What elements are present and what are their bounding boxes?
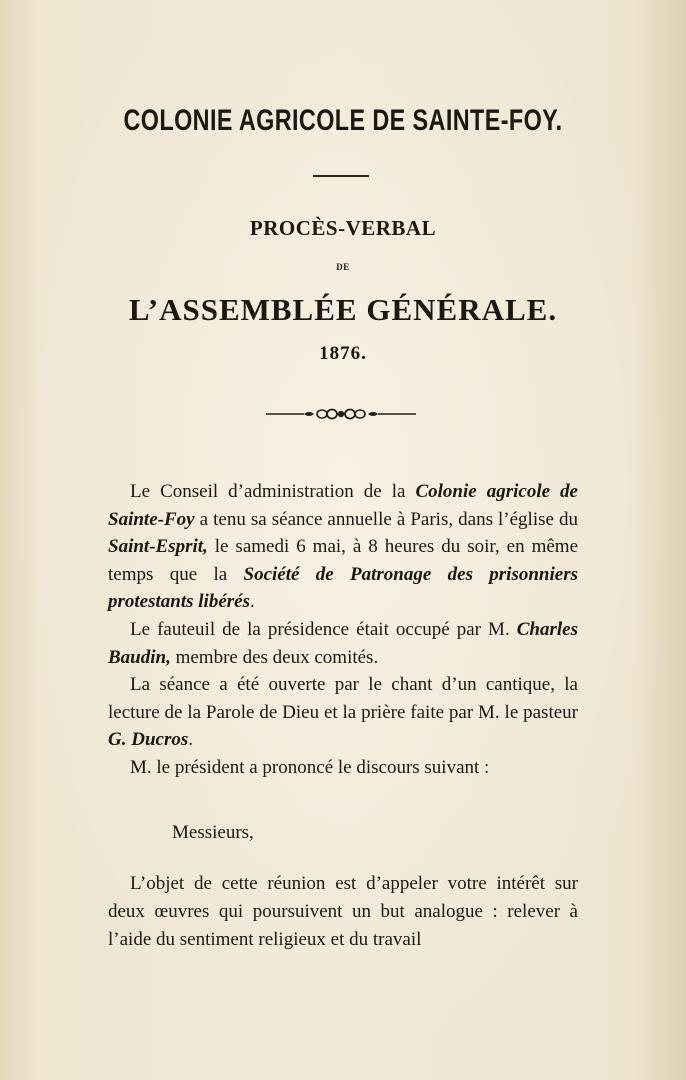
paragraph: M. le président a prononcé le discours suivant : (130, 756, 490, 778)
document-subtitle: PROCÈS-VERBAL (249, 216, 437, 240)
document-heading: L’ASSEMBLÉE GÉNÉRALE. (128, 292, 558, 327)
ornament-divider (264, 404, 418, 424)
document-year: 1876. (319, 343, 367, 364)
body-text (108, 478, 578, 782)
document-title: COLONIE AGRICOLE DE SAINTE-FOY. (123, 104, 563, 137)
paragraph: Le Conseil d’administration de la Colonie agricole de Sainte-Foy a tenu sa séance annuelle à Paris, dans l’église du Saint-Esprit, le samedi 6 mai, à 8 heures du soir, en même temps que la Société de Patronage des prisonniers protestants libérés. (108, 481, 578, 613)
title-divider (313, 175, 369, 177)
body-text-continued (108, 870, 578, 954)
italic-phrase: G. Ducros (108, 729, 189, 751)
salutation: Messieurs, (172, 822, 254, 843)
paragraph: Le fauteuil de la présidence était occupé par M. Charles Baudin, membre des deux comités. (108, 618, 578, 668)
italic-phrase: Saint-Esprit, (108, 536, 208, 558)
italic-phrase: Charles Baudin, (108, 618, 578, 668)
subtitle-connector: DE (336, 262, 350, 272)
paragraph: L’objet de cette réunion est d’appeler votre intérêt sur deux œuvres qui poursuivent un but analogue : relever à l’aide du sentiment religieux et du travail (108, 873, 578, 950)
italic-phrase: Société de Patronage des prisonniers protestants libérés (108, 563, 578, 613)
italic-phrase: Colonie agricole de Sainte-Foy (108, 481, 578, 530)
paragraph: La séance a été ouverte par le chant d’un cantique, la lecture de la Parole de Dieu et la prière faite par M. le pasteur G. Ducros. (108, 674, 578, 751)
